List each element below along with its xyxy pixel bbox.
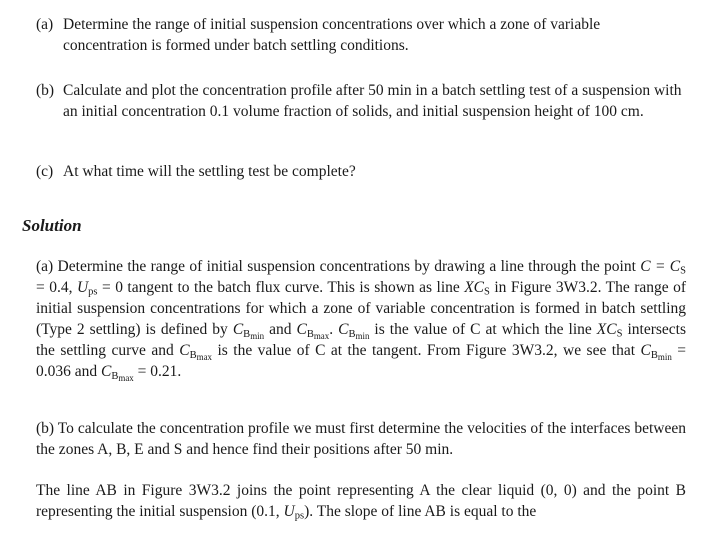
question-text: At what time will the settling test be complete? bbox=[63, 163, 356, 180]
question-text: Calculate and plot the concentration profile after 50 min in a batch settling test of a suspension with an initial concentration 0.1 volume fraction of solids, and initial suspension height of 100 cm. bbox=[63, 82, 682, 120]
solution-part-b: (b) To calculate the concentration profile we must first determine the velocities of the interfaces between the zones A, B, E and S and hence find their positions after 50 min. bbox=[36, 420, 686, 458]
question-label: (a) bbox=[36, 16, 54, 33]
question-c bbox=[36, 161, 688, 182]
solution-part-a: (a) Determine the range of initial suspension concentrations by drawing a line through the point $C = C_S = 0.4$, $U_{ps} = 0$ tangent to the batch flux curve. This is shown as line $XC_S$ in Figure 3W3.2. The range of initial suspension concentrations for which a zone of variable concentration is formed in batch settling (Type 2 settling) is defined by $C_{B_{min}}$ and $C_{B_{max}}$. $C_{B_{min}}$ is the value of C at which the line $XC_S$ intersects the settling curve and $C_{B_{max}}$ is the value of C at the tangent. From Figure 3W3.2, we see that $C_{B_{min}} = 0.036$ and $C_{B_{max}} = 0.21$. bbox=[36, 258, 687, 383]
question-label: (c) bbox=[36, 163, 54, 180]
solution-paragraph: The line AB in Figure 3W3.2 joins the point representing A the clear liquid (0, 0) and the point B representing the initial suspension (0.1, $U_{ps}$). The slope of line AB is equal to the bbox=[36, 482, 686, 522]
question-text: Determine the range of initial suspension concentrations over which a zone of variable concentration is formed under batch settling conditions. bbox=[63, 16, 601, 54]
question-label: (b) bbox=[36, 82, 55, 99]
solution-heading: Solution bbox=[22, 216, 82, 235]
question-a bbox=[36, 14, 688, 56]
question-b bbox=[36, 80, 688, 122]
